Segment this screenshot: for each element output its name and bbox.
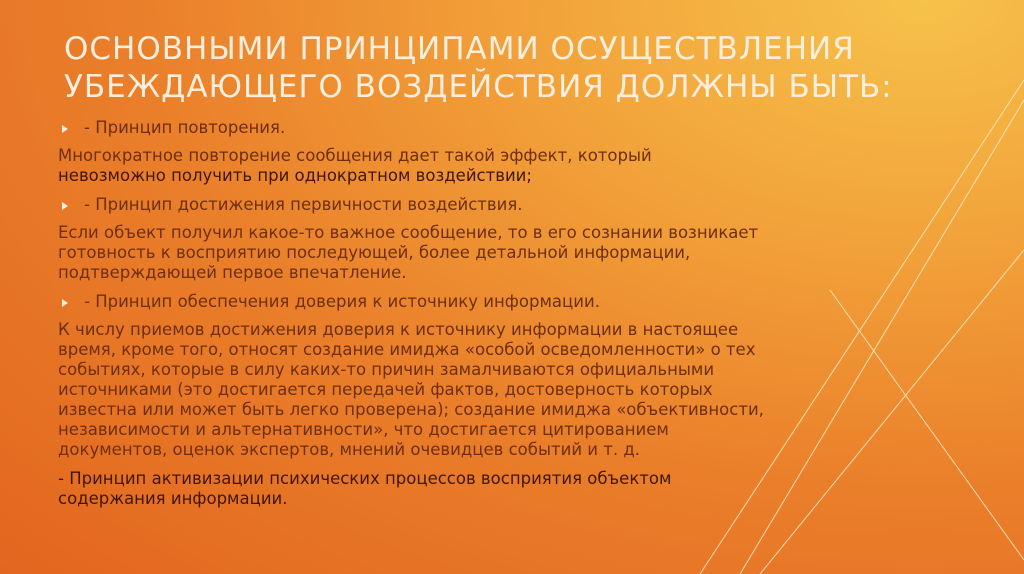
paragraph-line: известна или может быть легко проверена); создание имиджа «объективности,: [58, 400, 764, 419]
paragraph-line: Если объект получил какое-то важное сообщение, то в его сознании возникает: [58, 223, 759, 242]
paragraph-line: К числу приемов достижения доверия к источнику информации в настоящее: [58, 320, 739, 339]
paragraph-line: документов, оценок экспертов, мнений очевидцев событий и т. д.: [58, 440, 641, 459]
bullet-text: - Принцип достижения первичности воздействия.: [84, 195, 523, 214]
bullet-repetition: [58, 118, 878, 138]
paragraph-line: Многократное повторение сообщения дает такой эффект, который: [58, 146, 652, 165]
paragraph-line: источниками (это достигается передачей фактов, достоверность которых: [58, 380, 713, 399]
paragraph-primacy: [58, 223, 878, 283]
paragraph-line: подтверждающей первое впечатление.: [58, 263, 407, 282]
paragraph-line: невозможно получить при однократном воздействии;: [58, 166, 532, 185]
triangle-bullet-icon: [62, 299, 68, 307]
bullet-primacy: [58, 195, 878, 215]
paragraph-activation: [58, 469, 878, 509]
slide-content: [58, 118, 878, 518]
paragraph-line: содержания информации.: [58, 489, 288, 508]
title-line-2: УБЕЖДАЮЩЕГО ВОЗДЕЙСТВИЯ ДОЛЖНЫ БЫТЬ:: [64, 69, 893, 105]
paragraph-line: - Принцип активизации психических процессов восприятия объектом: [58, 469, 672, 488]
bullet-text: - Принцип повторения.: [84, 118, 286, 137]
paragraph-line: готовность к восприятию последующей, более детальной информации,: [58, 243, 691, 262]
paragraph-line: независимости и альтернативности», что достигается цитированием: [58, 420, 669, 439]
paragraph-trust: [58, 320, 878, 460]
slide-title: [64, 30, 924, 106]
paragraph-line: событиях, которые в силу каких-то причин замалчиваются официальными: [58, 360, 715, 379]
triangle-bullet-icon: [62, 125, 68, 133]
triangle-bullet-icon: [62, 202, 68, 210]
bullet-text: - Принцип обеспечения доверия к источнику информации.: [84, 292, 600, 311]
title-line-1: ОСНОВНЫМИ ПРИНЦИПАМИ ОСУЩЕСТВЛЕНИЯ: [64, 31, 855, 67]
paragraph-repetition: [58, 146, 878, 186]
paragraph-line: время, кроме того, относят создание имиджа «особой осведомленности» о тех: [58, 340, 756, 359]
bullet-trust: [58, 292, 878, 312]
